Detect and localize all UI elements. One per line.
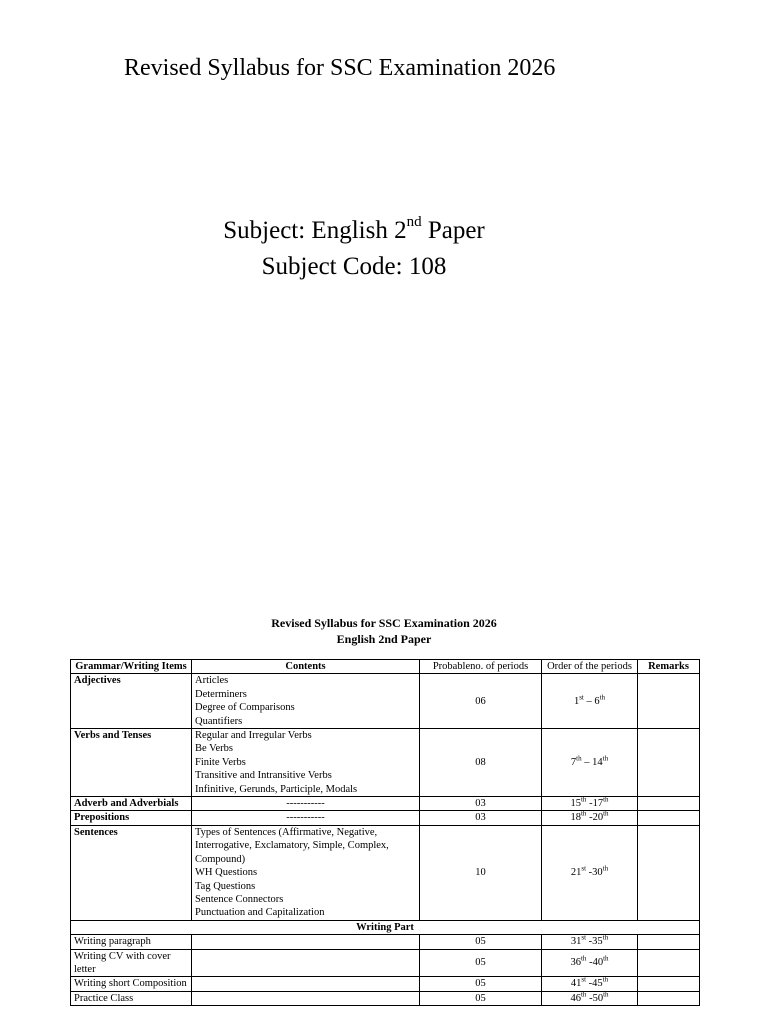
order-start: 41 — [570, 978, 582, 990]
row-remarks — [638, 729, 700, 797]
order-end-suffix: th — [602, 754, 609, 763]
table-row — [71, 935, 700, 949]
subject-code: Subject Code: 108 — [261, 253, 447, 280]
row-periods: 05 — [420, 977, 542, 991]
row-item: Writing paragraph — [71, 935, 192, 949]
row-contents — [192, 729, 420, 797]
row-periods: 03 — [420, 797, 542, 811]
content-line: Degree of Comparisons — [195, 702, 295, 714]
content-line: Be Verbs — [195, 743, 234, 755]
table-row — [71, 797, 700, 811]
row-periods: 05 — [420, 935, 542, 949]
col-header-item: Grammar/Writing Items — [71, 660, 192, 674]
table-row — [71, 729, 700, 797]
order-end-suffix: th — [602, 976, 609, 984]
content-line: Punctuation and Capitalization — [195, 907, 325, 919]
table-row — [71, 811, 700, 825]
order-start: 46 — [570, 992, 581, 1004]
order-start-suffix: th — [580, 810, 587, 818]
order-start: 7 — [570, 756, 577, 768]
row-remarks — [638, 674, 700, 729]
order-separator: – — [581, 756, 593, 768]
row-item: Writing CV with cover letter — [71, 949, 192, 977]
order-end-suffix: th — [603, 796, 609, 804]
order-start: 21 — [570, 867, 582, 879]
order-separator: - — [586, 957, 593, 969]
content-line: Quantifiers — [195, 715, 243, 727]
subject-line — [0, 213, 708, 249]
table-row — [71, 825, 700, 920]
order-separator: - — [586, 798, 593, 810]
row-periods: 05 — [420, 949, 542, 977]
row-contents — [192, 991, 420, 1005]
row-periods: 10 — [420, 825, 542, 920]
order-separator: - — [586, 992, 593, 1004]
order-start: 15 — [570, 798, 581, 810]
row-remarks — [638, 797, 700, 811]
order-end: 45 — [592, 978, 603, 990]
order-end-suffix: th — [599, 693, 606, 702]
row-order — [542, 825, 638, 920]
row-item: Adverb and Adverbials — [71, 797, 192, 811]
content-line: Sentence Connectors — [195, 893, 284, 905]
order-separator: - — [586, 978, 593, 990]
subject-prefix: Subject: English 2 — [223, 217, 407, 244]
content-line: Compound) — [195, 853, 246, 865]
content-line: Regular and Irregular Verbs — [195, 730, 312, 742]
order-end-suffix: th — [602, 864, 609, 873]
content-line: WH Questions — [195, 867, 258, 879]
order-start: 31 — [570, 936, 582, 948]
order-end: 17 — [592, 798, 604, 810]
order-end-suffix: th — [603, 810, 609, 818]
table-row — [71, 674, 700, 729]
writing-part-label: Writing Part — [71, 920, 700, 934]
col-header-remarks: Remarks — [638, 660, 700, 674]
row-item: Prepositions — [71, 811, 192, 825]
content-line: Tag Questions — [195, 880, 256, 892]
row-item: Adjectives — [71, 674, 192, 729]
order-start-suffix: th — [580, 991, 587, 999]
grammar-rows — [71, 674, 700, 920]
order-end-suffix: th — [602, 934, 609, 942]
order-separator: - — [586, 936, 593, 948]
content-line: Types of Sentences (Affirmative, Negative, — [195, 826, 378, 838]
order-separator: - — [586, 812, 593, 824]
row-contents — [192, 797, 420, 811]
order-end-suffix: th — [603, 954, 609, 963]
order-end: 35 — [592, 936, 603, 948]
order-start-suffix: st — [581, 934, 587, 942]
order-end: 6 — [594, 695, 600, 707]
row-order — [542, 977, 638, 991]
table-header-row — [71, 660, 700, 674]
syllabus-table — [70, 659, 700, 1006]
order-end: 30 — [592, 867, 603, 879]
order-separator: – — [583, 695, 595, 707]
row-item: Writing short Composition — [71, 977, 192, 991]
table-title — [70, 615, 698, 647]
row-contents — [192, 825, 420, 920]
row-contents — [192, 674, 420, 729]
content-line: Determiners — [195, 688, 247, 700]
row-contents — [192, 935, 420, 949]
row-remarks — [638, 977, 700, 991]
order-separator: - — [586, 867, 593, 879]
order-end: 50 — [592, 992, 604, 1004]
row-order — [542, 674, 638, 729]
content-line: Transitive and Intransitive Verbs — [195, 770, 332, 782]
row-order — [542, 797, 638, 811]
row-remarks — [638, 935, 700, 949]
row-periods: 03 — [420, 811, 542, 825]
subject-ordinal: nd — [406, 213, 422, 230]
section-row — [71, 920, 700, 934]
row-order — [542, 729, 638, 797]
table-row — [71, 977, 700, 991]
subject-suffix: Paper — [421, 217, 485, 244]
row-contents — [192, 811, 420, 825]
writing-rows — [71, 920, 700, 1005]
row-remarks — [638, 991, 700, 1005]
table-row — [71, 991, 700, 1005]
content-line: Infinitive, Gerunds, Participle, Modals — [195, 783, 358, 795]
col-header-contents: Contents — [192, 660, 420, 674]
order-start: 1 — [573, 695, 580, 707]
content-line: Interrogative, Exclamatory, Simple, Complex, — [195, 840, 389, 852]
row-remarks — [638, 825, 700, 920]
row-periods: 08 — [420, 729, 542, 797]
order-start-suffix: st — [579, 693, 584, 702]
row-item: Verbs and Tenses — [71, 729, 192, 797]
content-line: ----------- — [286, 812, 325, 824]
row-remarks — [638, 811, 700, 825]
row-order — [542, 811, 638, 825]
row-periods: 05 — [420, 991, 542, 1005]
row-item: Practice Class — [71, 991, 192, 1005]
order-start-suffix: st — [581, 976, 587, 984]
col-header-order: Order of the periods — [542, 660, 638, 674]
row-order — [542, 949, 638, 977]
content-line: Finite Verbs — [195, 756, 246, 768]
order-start-suffix: th — [580, 954, 587, 963]
order-end: 40 — [592, 957, 604, 969]
order-end-suffix: th — [603, 991, 609, 999]
row-order — [542, 991, 638, 1005]
row-contents — [192, 949, 420, 977]
col-header-periods: Probableno. of periods — [420, 660, 542, 674]
order-start-suffix: th — [576, 754, 582, 763]
order-start-suffix: st — [581, 864, 587, 873]
row-periods: 06 — [420, 674, 542, 729]
table-row — [71, 949, 700, 977]
content-line: Articles — [195, 675, 229, 687]
order-end: 20 — [592, 812, 604, 824]
table-title-line1: Revised Syllabus for SSC Examination 2026 — [271, 616, 497, 630]
order-end: 14 — [592, 756, 603, 768]
row-item: Sentences — [71, 825, 192, 920]
content-line: ----------- — [286, 798, 325, 810]
document-title: Revised Syllabus for SSC Examination 2026 — [124, 55, 556, 81]
row-remarks — [638, 949, 700, 977]
order-start-suffix: th — [580, 796, 587, 804]
order-start: 18 — [570, 812, 581, 824]
table-title-line2: English 2nd Paper — [336, 632, 432, 646]
subject-block — [0, 213, 708, 285]
order-start: 36 — [570, 957, 581, 969]
row-contents — [192, 977, 420, 991]
row-order — [542, 935, 638, 949]
